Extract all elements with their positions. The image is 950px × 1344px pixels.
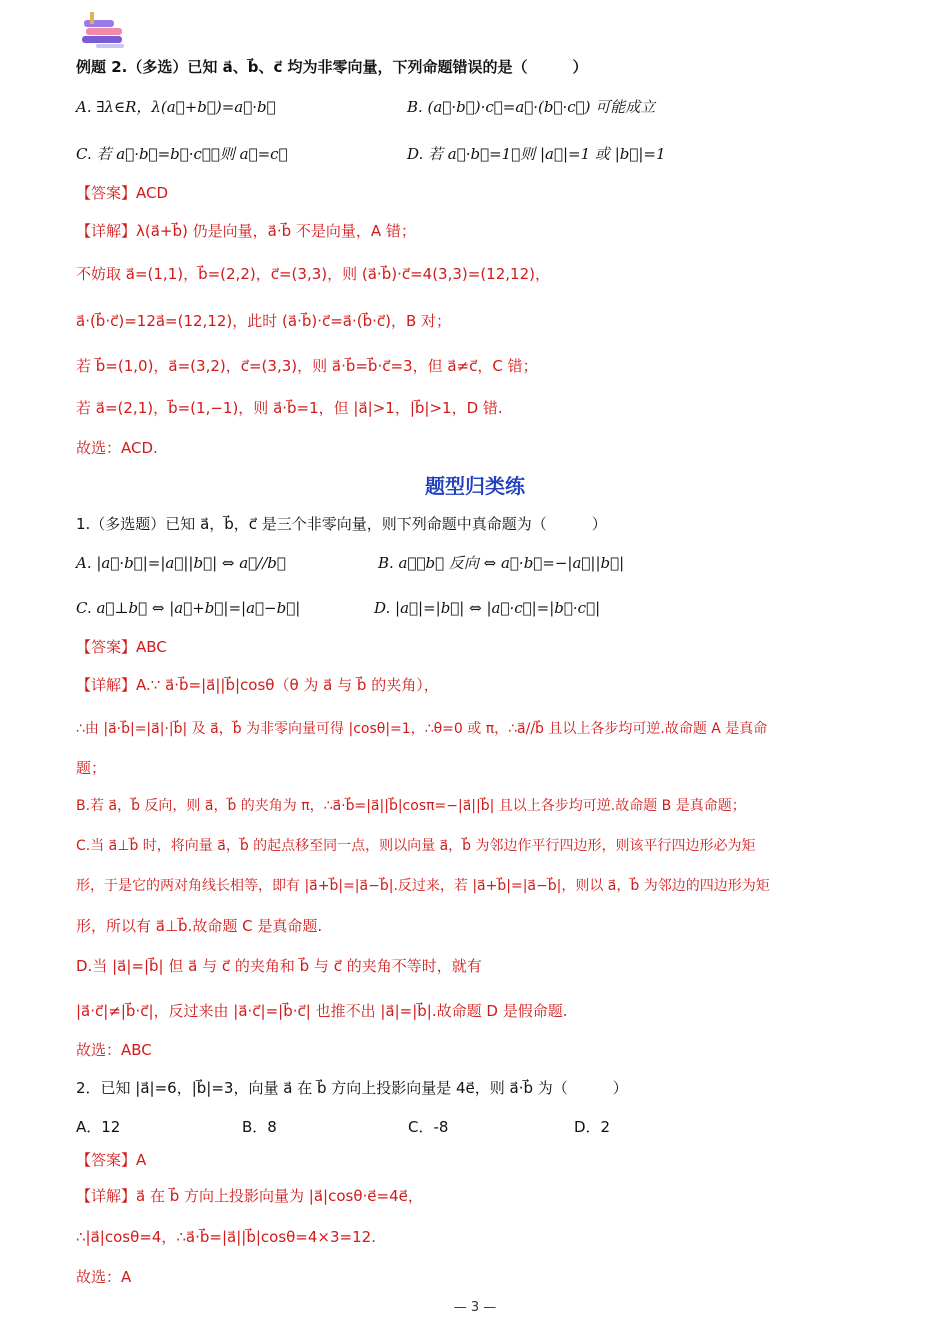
q1-detail-line: C.当 a⃗⊥b⃗ 时，将向量 a⃗，b⃗ 的起点移至同一点，则以向量 a⃗，b⃗ 为邻边作平行四边形，则该平行四边形必为矩 — [76, 838, 756, 854]
q1-option-a: A. |a⃗·b⃗|=|a⃗||b⃗| ⇔ a⃗//b⃗ — [76, 554, 286, 572]
q1-detail-line: 形，所以有 a⃗⊥b⃗.故命题 C 是真命题. — [76, 917, 323, 935]
example-option-a: A. ∃λ∈R，λ(a⃗+b⃗)=a⃗·b⃗ — [76, 98, 276, 116]
section-title: 题型归类练 — [425, 474, 525, 498]
example-choose: 故选：ACD. — [76, 439, 158, 457]
q1-detail-line: ∴由 |a⃗·b⃗|=|a⃗|·|b⃗| 及 a⃗，b⃗ 为非零向量可得 |cosθ|=1，∴θ=0 或 π，∴a⃗//b⃗ 且以上各步均可逆.故命题 A 是真命 — [76, 721, 768, 737]
q1-detail-line: 形，于是它的两对角线长相等，即有 |a⃗+b⃗|=|a⃗−b⃗|.反过来，若 |a⃗+b⃗|=|a⃗−b⃗|，则以 a⃗，b⃗ 为邻边的四边形为矩 — [76, 878, 770, 894]
book-stack-icon — [80, 10, 128, 50]
example-option-c: C. 若 a⃗·b⃗=b⃗·c⃗，则 a⃗=c⃗ — [76, 145, 288, 163]
q1-option-d: D. |a⃗|=|b⃗| ⇔ |a⃗·c⃗|=|b⃗·c⃗| — [374, 599, 601, 617]
q1-detail-line: D.当 |a⃗|=|b⃗| 但 a⃗ 与 c⃗ 的夹角和 b⃗ 与 c⃗ 的夹角不等时，就有 — [76, 957, 482, 975]
example-detail-line: 若 a⃗=(2,1)，b⃗=(1,−1)，则 a⃗·b⃗=1，但 |a⃗|>1，|b⃗|>1，D 错. — [76, 399, 503, 417]
q2-option-c: C．-8 — [408, 1118, 449, 1136]
example-detail-line: a⃗·(b⃗·c⃗)=12a⃗=(12,12)，此时 (a⃗·b⃗)·c⃗=a⃗·(b⃗·c⃗)，B 对； — [76, 312, 452, 330]
example-answer: 【答案】ACD — [76, 184, 169, 202]
q2-answer: 【答案】A — [76, 1151, 147, 1169]
page-number: — 3 — — [453, 1300, 497, 1315]
example-option-d: D. 若 a⃗·b⃗=1，则 |a⃗|=1 或 |b⃗|=1 — [407, 145, 666, 163]
q1-question: 1.（多选题）已知 a⃗，b⃗，c⃗ 是三个非零向量，则下列命题中真命题为（ ） — [76, 515, 607, 533]
q1-detail-line: 【详解】A.∵ a⃗·b⃗=|a⃗||b⃗|cosθ（θ 为 a⃗ 与 b⃗ 的夹角）， — [76, 676, 439, 694]
q2-detail-line: ∴|a⃗|cosθ=4，∴a⃗·b⃗=|a⃗||b⃗|cosθ=4×3=12. — [76, 1228, 376, 1246]
example-question: 例题 2.（多选）已知 a⃗、b⃗、c⃗ 均为非零向量，下列命题错误的是（ ） — [76, 58, 588, 76]
q1-answer: 【答案】ABC — [76, 638, 167, 656]
example-detail-line: 【详解】λ(a⃗+b⃗) 仍是向量，a⃗·b⃗ 不是向量，A 错； — [76, 222, 416, 240]
q1-choose: 故选：ABC — [76, 1041, 152, 1059]
q1-option-c: C. a⃗⊥b⃗ ⇔ |a⃗+b⃗|=|a⃗−b⃗| — [76, 599, 301, 617]
q2-detail-line: 【详解】a⃗ 在 b⃗ 方向上投影向量为 |a⃗|cosθ·e⃗=4e⃗， — [76, 1187, 423, 1205]
example-detail-line: 不妨取 a⃗=(1,1)，b⃗=(2,2)，c⃗=(3,3)，则 (a⃗·b⃗)·c⃗=4(3,3)=(12,12)， — [76, 265, 550, 283]
q2-question: 2．已知 |a⃗|=6，|b⃗|=3，向量 a⃗ 在 b⃗ 方向上投影向量是 4e⃗，则 a⃗·b⃗ 为（ ） — [76, 1079, 628, 1097]
q2-option-a: A．12 — [76, 1118, 121, 1136]
q1-option-b: B. a⃗，b⃗ 反向 ⇔ a⃗·b⃗=−|a⃗||b⃗| — [378, 554, 625, 572]
q2-choose: 故选：A — [76, 1268, 132, 1286]
q2-option-b: B．8 — [242, 1118, 277, 1136]
q1-detail-line: |a⃗·c⃗|≠|b⃗·c⃗|，反过来由 |a⃗·c⃗|=|b⃗·c⃗| 也推不出 |a⃗|=|b⃗|.故命题 D 是假命题. — [76, 1002, 568, 1020]
q1-detail-line: B.若 a⃗，b⃗ 反向，则 a⃗，b⃗ 的夹角为 π，∴a⃗·b⃗=|a⃗||b⃗|cosπ=−|a⃗||b⃗| 且以上各步均可逆.故命题 B 是真命题； — [76, 798, 746, 814]
example-detail-line: 若 b⃗=(1,0)，a⃗=(3,2)，c⃗=(3,3)，则 a⃗·b⃗=b⃗·c⃗=3，但 a⃗≠c⃗，C 错； — [76, 357, 538, 375]
q2-option-d: D．2 — [574, 1118, 611, 1136]
example-option-b: B. (a⃗·b⃗)·c⃗=a⃗·(b⃗·c⃗) 可能成立 — [407, 98, 656, 116]
q1-detail-line: 题； — [76, 759, 107, 777]
